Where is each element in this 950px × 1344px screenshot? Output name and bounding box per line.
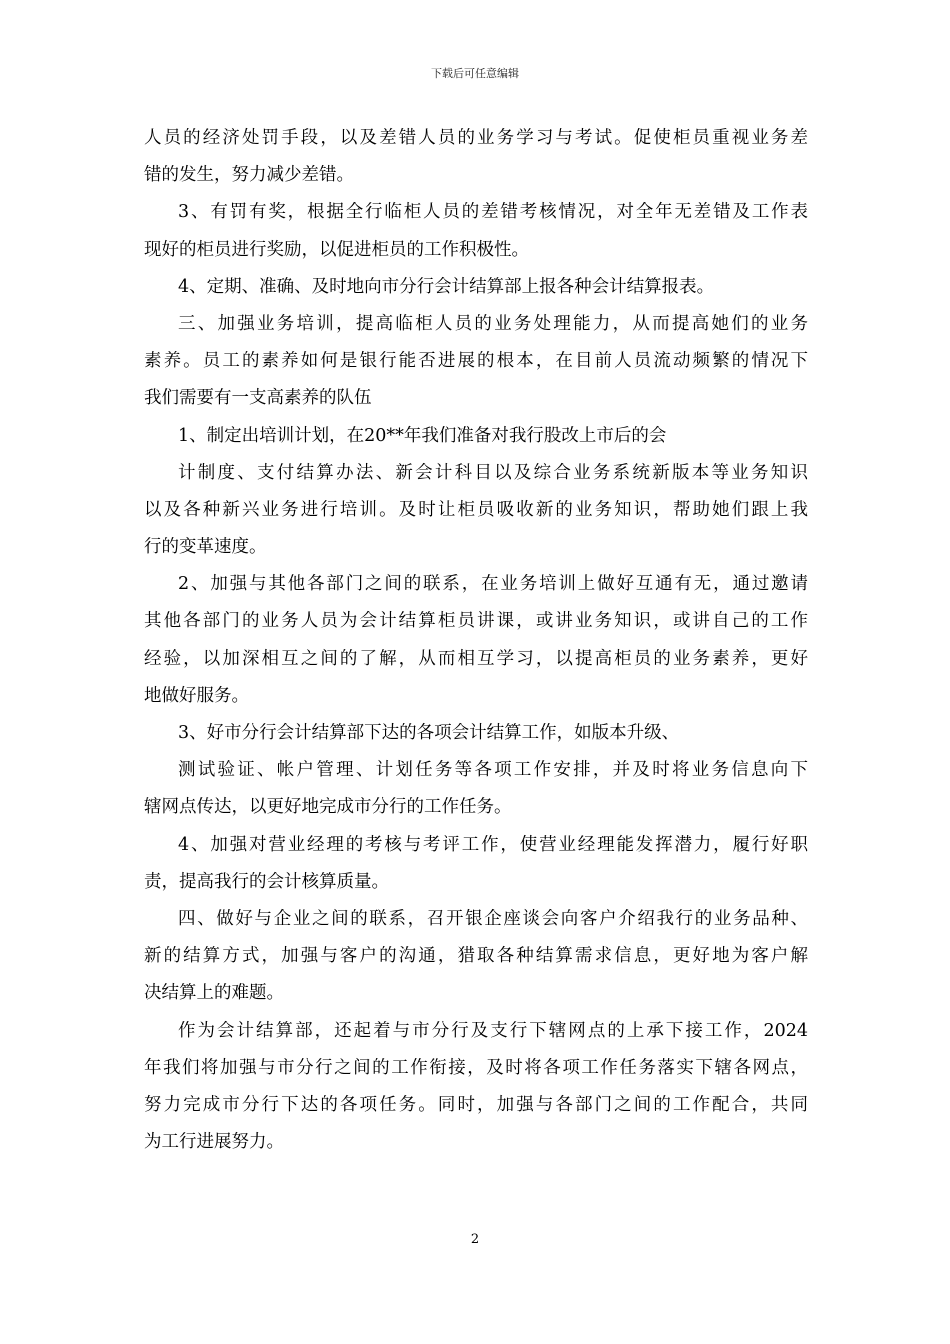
text-line: 现好的柜员进行奖励，以促进柜员的工作积极性。: [144, 239, 529, 260]
text-line: 3、有罚有奖，根据全行临柜人员的差错考核情况，对全年无差错及工作表: [178, 202, 808, 223]
text-line: 年我们将加强与市分行之间的工作衔接，及时将各项工作任务落实下辖各网点，: [144, 1057, 808, 1078]
text-line: 行的变革速度。: [144, 537, 267, 558]
text-line: 我们需要有一支高素养的队伍: [144, 388, 372, 409]
text-line: 4、加强对营业经理的考核与考评工作，使营业经理能发挥潜力，履行好职: [178, 834, 808, 855]
text-line: 其他各部门的业务人员为会计结算柜员讲课，或讲业务知识，或讲自己的工作: [144, 611, 808, 632]
text-line: 地做好服务。: [144, 685, 249, 706]
text-line: 作为会计结算部，还起着与市分行及支行下辖网点的上承下接工作，2024: [178, 1020, 808, 1041]
text-line: 错的发生，努力减少差错。: [144, 165, 354, 186]
text-line: 为工行进展努力。: [144, 1132, 284, 1153]
text-line: 经验，以加深相互之间的了解，从而相互学习，以提高柜员的业务素养，更好: [144, 648, 808, 669]
text-line: 决结算上的难题。: [144, 983, 284, 1004]
text-line: 4、定期、准确、及时地向市分行会计结算部上报各种会计结算报表。: [178, 276, 715, 297]
text-line: 三、加强业务培训，提高临柜人员的业务处理能力，从而提高她们的业务: [178, 313, 808, 334]
text-line: 2、加强与其他各部门之间的联系，在业务培训上做好互通有无，通过邀请: [178, 574, 808, 595]
text-line: 测试验证、帐户管理、计划任务等各项工作安排，并及时将业务信息向下: [178, 760, 808, 781]
document-body: [144, 120, 808, 1161]
text-line: 人员的经济处罚手段，以及差错人员的业务学习与考试。促使柜员重视业务差: [144, 128, 808, 148]
text-line: 素养。员工的素养如何是银行能否进展的根本，在目前人员流动频繁的情况下: [144, 351, 808, 372]
text-line: 努力完成市分行下达的各项任务。同时，加强与各部门之间的工作配合，共同: [144, 1094, 808, 1115]
text-line: 3、好市分行会计结算部下达的各项会计结算工作，如版本升级、: [178, 723, 680, 743]
text-line: 计制度、支付结算办法、新会计科目以及综合业务系统新版本等业务知识: [178, 462, 808, 483]
text-line: 以及各种新兴业务进行培训。及时让柜员吸收新的业务知识，帮助她们跟上我: [144, 499, 808, 520]
text-line: 辖网点传达，以更好地完成市分行的工作任务。: [144, 797, 512, 818]
page-header: 下载后可任意编辑: [431, 67, 519, 80]
text-line: 责，提高我行的会计核算质量。: [144, 871, 389, 892]
text-line: 四、做好与企业之间的联系，召开银企座谈会向客户介绍我行的业务品种、: [178, 908, 808, 929]
text-line: 新的结算方式，加强与客户的沟通，猎取各种结算需求信息，更好地为客户解: [144, 946, 808, 967]
page-number: 2: [470, 1232, 480, 1247]
text-line: 1、制定出培训计划，在20**年我们准备对我行股改上市后的会: [178, 425, 667, 446]
